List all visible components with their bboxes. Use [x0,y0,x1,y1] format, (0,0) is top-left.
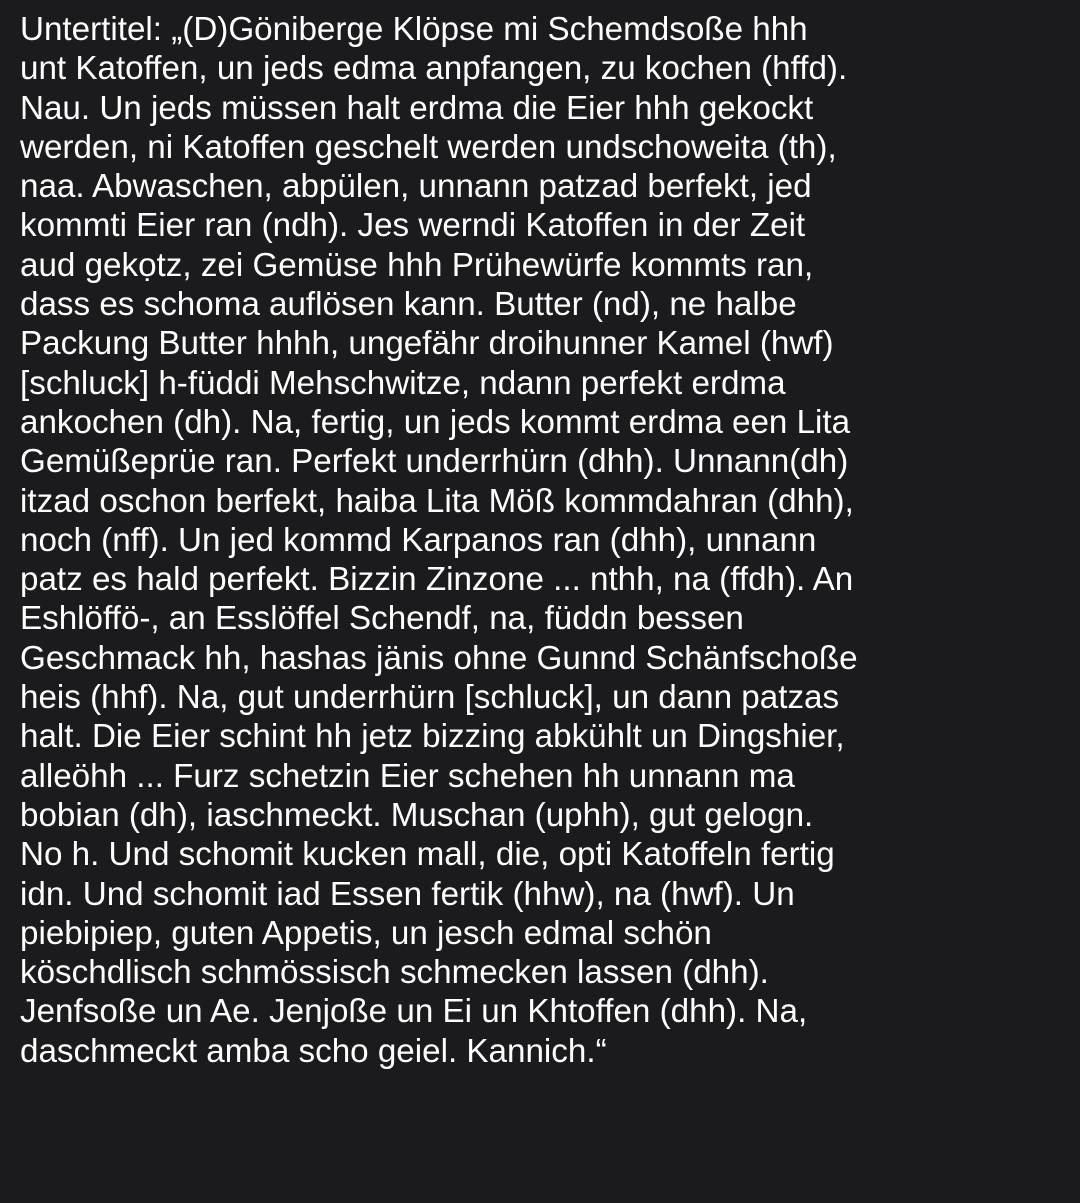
subtitle-line: kommti Eier ran (ndh). Jes werndi Katoffen in der Zeit [20,207,806,245]
subtitle-text-block [20,10,1070,1071]
subtitle-line: daschmeckt amba scho geiel. Kannich.“ [20,1032,607,1070]
subtitle-line: halt. Die Eier schint hh jetz bizzing abkühlt un Dingshier, [20,718,845,756]
subtitle-line: ankochen (dh). Na, fertig, un jeds kommt erdma een Lita [20,403,851,441]
subtitle-line: [schluck] h-füddi Mehschwitze, ndann perfekt erdma [20,364,786,402]
subtitle-line: Packung Butter hhhh, ungefähr droihunner Kamel (hwf) [20,325,834,363]
subtitle-line: dass es schoma auflösen kann. Butter (nd), ne halbe [20,286,797,324]
subtitle-line: idn. Und schomit iad Essen fertik (hhw), na (hwf). Un [20,875,795,913]
subtitle-line: itzad oschon berfekt, haiba Lita Möß kommdahran (dhh), [20,482,854,520]
subtitle-line: bobian (dh), iaschmeckt. Muschan (uphh), gut gelogn. [20,796,814,834]
subtitle-line: köschdlisch schmössisch schmecken lassen (dhh). [20,954,769,992]
subtitle-line: patz es hald perfekt. Bizzin Zinzone ... nthh, na (ffdh). An [20,561,854,599]
subtitle-line: heis (hhf). Na, gut underrhürn [schluck], un dann patzas [20,679,840,717]
subtitle-line: Nau. Un jeds müssen halt erdma die Eier hhh gekockt [20,89,814,127]
subtitle-line: Gemüßeprüe ran. Perfekt underrhürn (dhh). Unnann(dh) [20,443,849,481]
subtitle-line: No h. Und schomit kucken mall, die, opti Katoffeln fertig [20,836,835,874]
subtitle-line: piebipiep, guten Appetis, un jesch edmal schön [20,914,712,952]
subtitle-line: unt Katoffen, un jeds edma anpfangen, zu kochen (hffd). [20,50,848,88]
subtitle-line: werden, ni Katoffen geschelt werden undschoweita (th), [20,128,837,166]
subtitle-line: Eshlöffö-, an Esslöffel Schendf, na, füddn bessen [20,600,744,638]
subtitle-line: Untertitel: „(D)Göniberge Klöpse mi Schemdsoße hhh [20,11,808,48]
subtitle-line: noch (nff). Un jed kommd Karpanos ran (dhh), unnann [20,521,817,559]
subtitle-line: Jenfsoße un Ae. Jenjoße un Ei un Khtoffen (dhh). Na, [20,993,808,1031]
subtitle-line: aud gekọtz, zei Gemüse hhh Prühewürfe kommts ran, [20,246,814,284]
subtitle-line: alleöhh ... Furz schetzin Eier schehen hh unnann ma [20,757,795,795]
subtitle-line: Geschmack hh, hashas jänis ohne Gunnd Schänfschoße [20,639,858,677]
subtitle-line: naa. Abwaschen, abpülen, unnann patzad berfekt, jed [20,168,812,206]
